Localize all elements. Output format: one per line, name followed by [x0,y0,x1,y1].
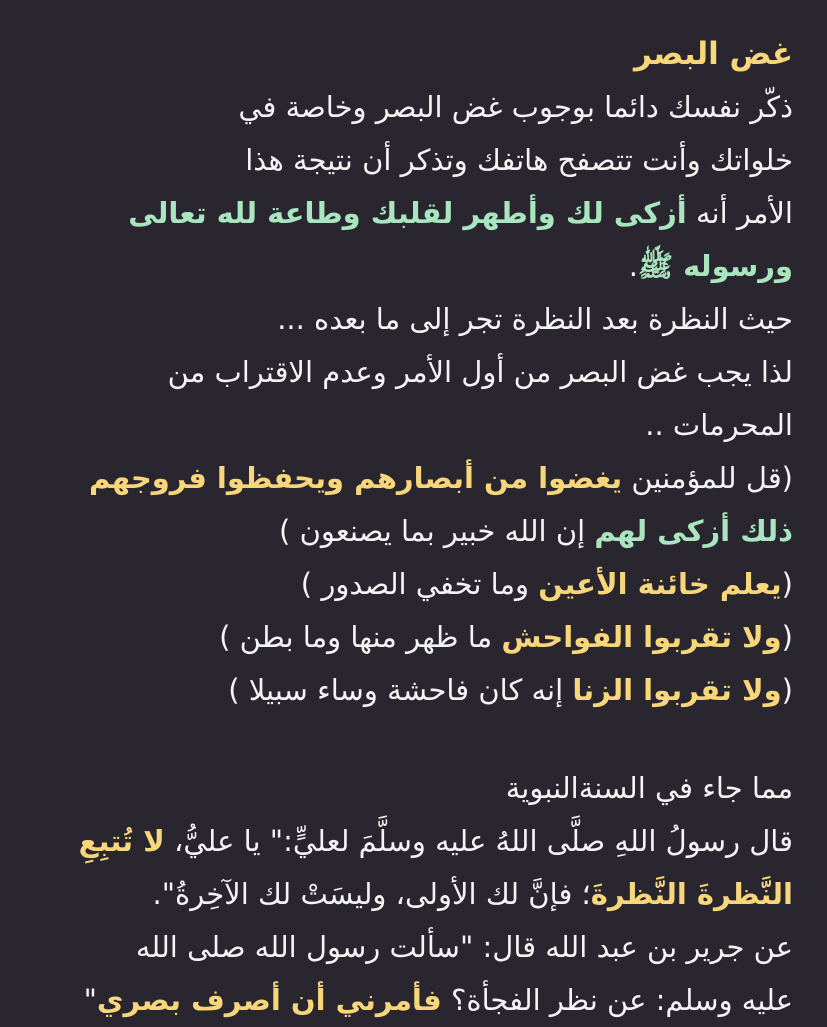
verse-1-highlight: يغضوا من أبصارهم ويحفظوا فروجهم [88,461,623,495]
paragraph-spacer [24,717,793,762]
hadith-2-line-2 [24,974,793,1027]
hadith-2-line-1: عن جرير بن عبد الله قال: "سألت رسول الله صلى الله [135,930,793,964]
hadith-1-text: قال رسولُ اللهِ صلَّى اللهُ عليه وسلَّمَ لعليٍّ:" يا عليُّ، [164,824,793,858]
verse-4-text: ما ظهر منها وما بطن ) [219,620,502,654]
verse-2 [24,505,793,558]
verse-3-highlight: يعلم خائنة الأعين [538,567,782,601]
intro-line-3-text: الأمر أنه [686,196,793,230]
page-title: غض البصر [633,36,793,72]
warning-line-2: لذا يجب غض البصر من أول الأمر وعدم الاقتراب من [167,355,793,389]
intro-line-4 [24,240,793,293]
verse-5-text: إنه كان فاحشة وساء سبيلا ) [228,673,573,707]
intro-line-1: ذكّر نفسك دائما بوجوب غض البصر وخاصة في [238,90,793,124]
hadith-2-highlight: فأمرني أن أصرف بصري [96,983,442,1017]
verse-5-highlight: ولا تقربوا الزنا [572,673,782,707]
intro-line-2: خلواتك وأنت تتصفح هاتفك وتذكر أن نتيجة هذا [245,143,793,177]
verse-2-text: إن الله خبير بما يصنعون ) [279,514,595,548]
verse-1 [24,452,793,505]
verse-5 [24,664,793,717]
intro-line-4-end: . [628,249,638,283]
hadith-1-highlight-2: النَّظرةَ النَّظرةَ [590,877,793,911]
hadith-1-line-1 [24,815,793,868]
intro-line-3 [24,187,793,240]
hadith-2-text: عليه وسلم: عن نظر الفجأة؟ [441,983,793,1017]
warning-line-3: المحرمات .. [645,408,793,442]
verse-3 [24,558,793,611]
verse-1-text: (قل للمؤمنين [622,461,793,495]
hadith-1-text-2: ؛ فإنَّ لك الأولى، وليسَتْ لك الآخِرةُ". [152,877,591,911]
verse-4 [24,611,793,664]
intro-highlight: أزكى لك وأطهر لقلبك وطاعة لله تعالى [128,196,687,230]
verse-2-highlight: ذلك أزكى لهم [594,514,793,548]
intro-highlight-2: ورسوله ﷺ [637,249,793,283]
verse-4-open: ( [781,620,793,654]
verse-3-open: ( [781,567,793,601]
verse-3-text: وما تخفي الصدور ) [300,567,539,601]
sunnah-heading: مما جاء في السنةالنبوية [505,771,793,805]
warning-line-1: حيث النظرة بعد النظرة تجر إلى ما بعده ... [277,302,793,336]
hadith-1-line-2 [24,868,793,921]
hadith-2-close: " [83,983,97,1017]
verse-5-open: ( [781,673,793,707]
verse-4-highlight: ولا تقربوا الفواحش [501,620,782,654]
hadith-1-highlight: لا تُتبِعِ [78,824,165,858]
